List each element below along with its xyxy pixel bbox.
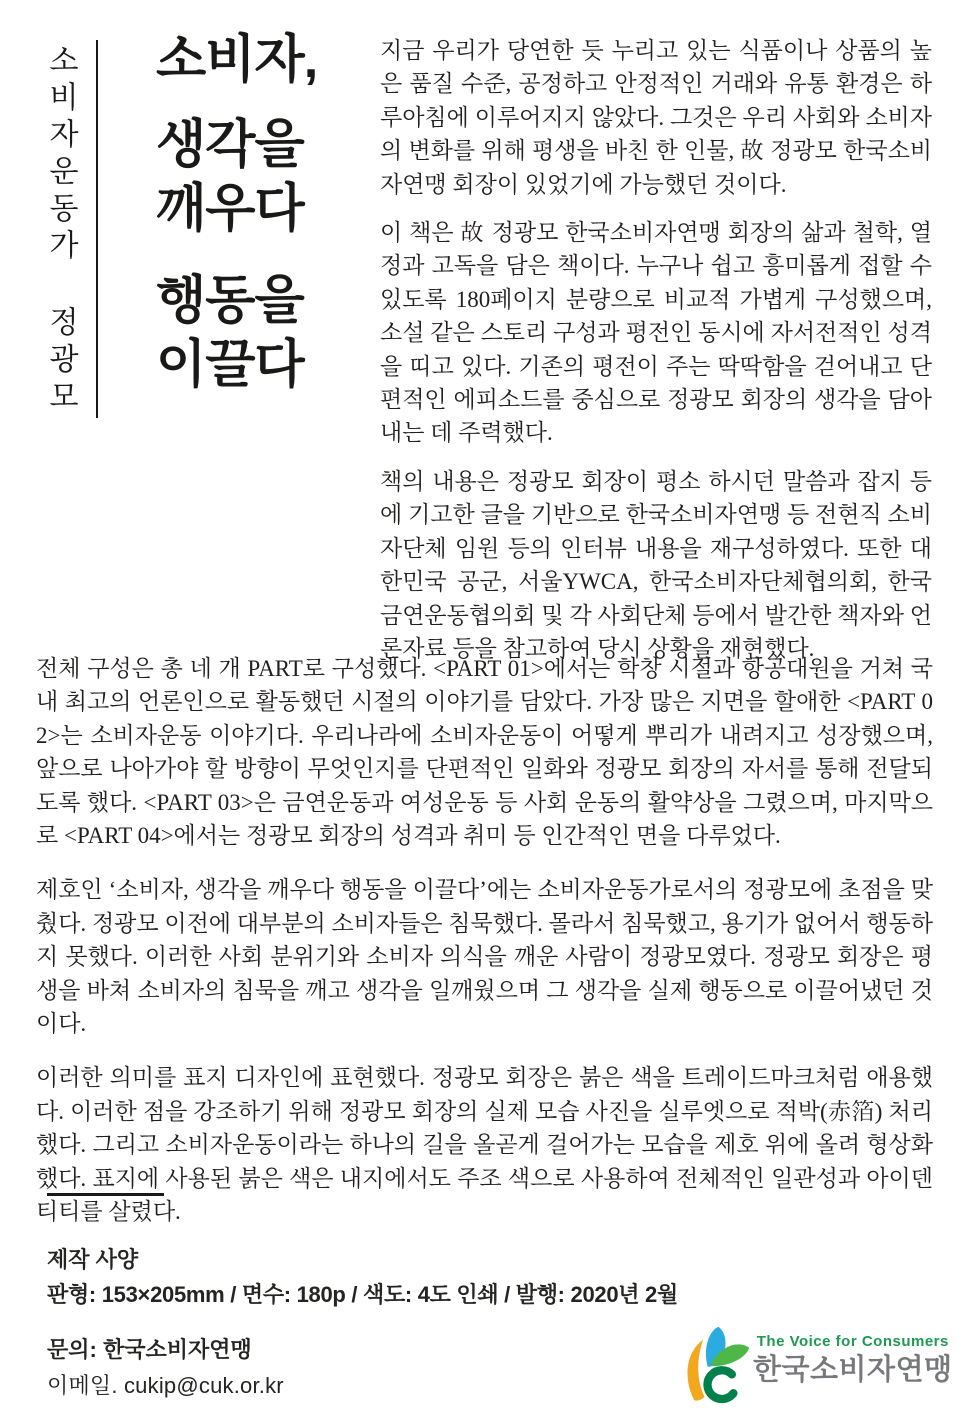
- body-paragraph: 전체 구성은 총 네 개 PART로 구성했다. <PART 01>에서는 학창 시절과 항공대원을 거쳐 국내 최고의 언론인으로 활동했던 시절의 이야기를 담았다. 가장 많은 지면을 할애한 <PART 02>는 소비자운동 이야기다. 우리나라에 소비자운동이 어떻게 뿌리가 내려지고 성장했으며, 앞으로 나아가야 할 방향이 무엇인지를 단편적인 일화와 정광모 회장의 자서를 통해 전달되도록 했다. <PART 03>은 금연운동과 여성운동 등 사회 운동의 활약상을 그렸으며, 마지막으로 <PART 04>에서는 정광모 회장의 성격과 취미 등 인간적인 면을 다루었다.: [36, 656, 933, 849]
- intro-paragraph: 책의 내용은 정광모 회장이 평소 하시던 말씀과 잡지 등에 기고한 글을 기반으로 한국소비자연맹 등 전현직 소비자단체 임원 등의 인터뷰 내용을 재구성하였다. 또한 대한민국 공군, 서울YWCA, 한국소비자단체협의회, 한국금연운동협의회 및 각 사회단체 등에서 발간한 책자와 언론자료 등을 참고하여 당시 상황을 재현했다.: [380, 468, 932, 661]
- logo-c-swirl: [708, 1370, 734, 1399]
- kcl-logo: [682, 1320, 953, 1406]
- intro-paragraph: 이 책은 故 정광모 한국소비자연맹 회장의 삶과 철학, 열정과 고독을 담은 책이다. 누구나 쉽고 흥미롭게 접할 수 있도록 180페이지 분량으로 비교적 가볍게 구성했으며, 소설 같은 스토리 구성과 평전인 동시에 자서전적인 성격을 띠고 있다. 기존의 평전이 주는 딱딱함을 걷어내고 단편적인 에피소드를 중심으로 정광모 회장의 생각을 담아내는 데 주력했다.: [380, 220, 932, 446]
- intro-paragraph: 지금 우리가 당연한 듯 누리고 있는 식품이나 상품의 높은 품질 수준, 공정하고 안정적인 거래와 유통 환경은 하루아침에 이루어지지 않았다. 그것은 우리 사회와 소비자의 변화를 위해 평생을 바친 한 인물, 故 정광모 한국소비자연맹 회장이 있었기에 가능했던 것이다.: [380, 38, 932, 197]
- kcl-logo-mark-icon: [682, 1320, 750, 1406]
- contact-inquiry-line: 문의: 한국소비자연맹: [47, 1337, 252, 1362]
- book-title: [156, 28, 381, 397]
- body-column: [36, 652, 933, 1250]
- logo-petal-yellow: [687, 1340, 704, 1401]
- body-paragraph: 이러한 의미를 표지 디자인에 표현했다. 정광모 회장은 붉은 색을 트레이드마크처럼 애용했다. 이러한 점을 강조하기 위해 정광모 회장의 실제 모습 사진을 실루엣으로 적박(赤箔) 처리했다. 그리고 소비자운동이라는 하나의 길을 올곧게 걸어가는 모습을 제호 위에 올려 형상화했다. 표지에 사용된 붉은 색은 내지에서도 주조 색으로 사용하여 전체적인 일관성과 아이덴티티를 살렸다.: [36, 1065, 933, 1225]
- book-title-line: 행동을: [156, 272, 304, 330]
- production-and-contact: [47, 1246, 678, 1400]
- kcl-logo-text: [753, 1320, 953, 1388]
- production-specs-heading: 제작 사양: [47, 1247, 139, 1272]
- body-paragraph: 제호인 ‘소비자, 생각을 깨우다 행동을 이끌다’에는 소비자운동가로서의 정광모에 초점을 맞췄다. 정광모 이전에 대부분의 소비자들은 침묵했다. 몰라서 침묵했고, 용기가 없어서 행동하지 못했다. 이러한 사회 분위기와 소비자 의식을 깨운 사람이 정광모였다. 정광모 회장은 평생을 바쳐 소비자의 침묵을 깨고 생각을 일깨웠으며 그 생각을 실제 행동으로 이끌어냈던 것이다.: [36, 877, 933, 1037]
- book-title-line: 깨우다: [156, 180, 304, 238]
- kcl-logo-org-name: 한국소비자연맹: [753, 1354, 953, 1386]
- contact-email-line: 이메일. cukip@cuk.or.kr: [47, 1373, 284, 1398]
- intro-column: [380, 34, 932, 680]
- kcl-logo-tagline: The Voice for Consumers: [756, 1333, 949, 1350]
- production-specs-line: 판형: 153×205mm / 면수: 180p / 색도: 4도 인쇄 / 발행: 2020년 2월: [47, 1282, 678, 1307]
- vertical-divider: [96, 40, 98, 418]
- side-vertical-label: 소비자운동가 정광모: [44, 44, 77, 417]
- book-title-line: 이끌다: [156, 336, 304, 394]
- book-title-line: 생각을: [156, 116, 304, 174]
- footer-divider-line: [47, 1193, 164, 1196]
- book-title-line: 소비자,: [156, 31, 318, 89]
